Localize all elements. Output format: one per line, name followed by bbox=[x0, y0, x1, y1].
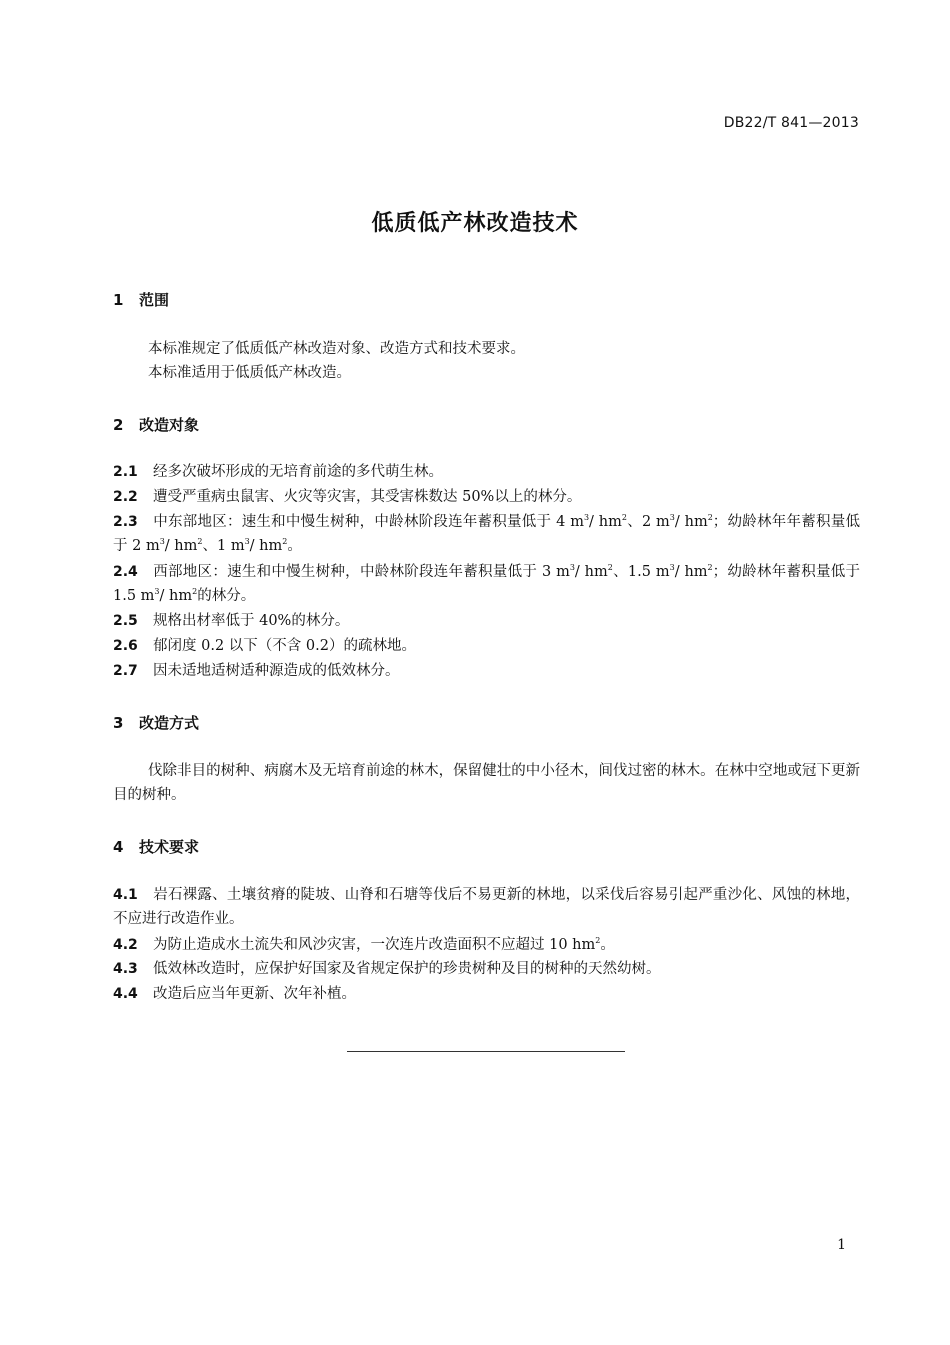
clause-number: 2.7 bbox=[113, 663, 138, 679]
clause-number: 4.3 bbox=[113, 961, 138, 977]
section-number: 4 bbox=[113, 838, 124, 856]
clause-text: / hm bbox=[164, 538, 198, 554]
unit-superscript: 3 bbox=[154, 587, 160, 596]
clause-text: ；幼龄林年年蓄积量低于 2 m bbox=[113, 514, 860, 554]
unit-superscript: 3 bbox=[669, 563, 675, 572]
section-title: 范围 bbox=[139, 291, 170, 309]
document-title: 低质低产林改造技术 bbox=[371, 211, 579, 236]
clause-text: 、1.5 m bbox=[612, 564, 670, 580]
clause-number: 4.4 bbox=[113, 986, 138, 1002]
clause-number: 4.2 bbox=[113, 937, 138, 953]
section-1-paragraph-1: 本标准规定了低质低产林改造对象、改造方式和技术要求。 bbox=[148, 341, 525, 357]
standard-code: DB22/T 841—2013 bbox=[723, 115, 859, 131]
clause-4-4 bbox=[113, 982, 860, 1006]
clause-text: 因未适地适树适种源造成的低效林分。 bbox=[153, 663, 400, 679]
section-title: 改造对象 bbox=[139, 416, 200, 434]
unit-superscript: 3 bbox=[159, 537, 165, 546]
clause-2-2 bbox=[113, 485, 860, 509]
clause-text: 。 bbox=[287, 538, 302, 554]
clause-text: 西部地区：速生和中慢生树种，中龄林阶段连年蓄积量低于 3 m bbox=[153, 564, 570, 580]
section-title: 技术要求 bbox=[139, 838, 200, 856]
clause-text: 低效林改造时，应保护好国家及省规定保护的珍贵树种及目的树种的天然幼树。 bbox=[153, 961, 661, 977]
clause-2-4 bbox=[113, 560, 860, 608]
unit-superscript: 2 bbox=[607, 563, 613, 572]
section-number: 3 bbox=[113, 714, 124, 732]
unit-superscript: 2 bbox=[621, 513, 627, 522]
section-4-heading bbox=[113, 836, 199, 857]
clause-text: 遭受严重病虫鼠害、火灾等灾害，其受害株数达 50%以上的林分。 bbox=[153, 489, 582, 505]
clause-2-6 bbox=[113, 634, 860, 658]
clause-text: 郁闭度 0.2 以下（不含 0.2）的疏林地。 bbox=[153, 638, 416, 654]
clause-number: 2.5 bbox=[113, 613, 138, 629]
clause-text: / hm bbox=[674, 514, 708, 530]
section-3-heading bbox=[113, 712, 199, 733]
clause-text: 岩石裸露、土壤贫瘠的陡坡、山脊和石塘等伐后不易更新的林地，以采伐后容易引起严重沙化、风蚀的林地，不应进行改造作业。 bbox=[113, 887, 860, 927]
clause-number: 2.4 bbox=[113, 564, 138, 580]
clause-text: / hm bbox=[674, 564, 708, 580]
clause-text: / hm bbox=[574, 564, 608, 580]
clause-number: 2.3 bbox=[113, 514, 138, 530]
section-1-paragraph-2: 本标准适用于低质低产林改造。 bbox=[148, 365, 351, 381]
clause-text: / hm bbox=[249, 538, 283, 554]
end-of-document-rule bbox=[347, 1051, 625, 1052]
clause-text: / hm bbox=[159, 588, 193, 604]
unit-superscript: 2 bbox=[595, 936, 601, 945]
section-3-paragraph: 伐除非目的树种、病腐木及无培育前途的林木，保留健壮的中小径木，间伐过密的林木。在林中空地或冠下更新目的树种。 bbox=[113, 763, 860, 803]
clause-4-3 bbox=[113, 957, 860, 981]
unit-superscript: 2 bbox=[192, 587, 198, 596]
unit-superscript: 3 bbox=[569, 563, 575, 572]
clause-number: 2.2 bbox=[113, 489, 138, 505]
clause-text: 改造后应当年更新、次年补植。 bbox=[153, 986, 356, 1002]
section-number: 1 bbox=[113, 291, 124, 309]
clause-2-1 bbox=[113, 460, 860, 484]
clause-number: 2.6 bbox=[113, 638, 138, 654]
clause-number: 4.1 bbox=[113, 887, 138, 903]
clause-2-7 bbox=[113, 659, 860, 683]
section-1-heading bbox=[113, 289, 169, 310]
clause-4-2 bbox=[113, 933, 860, 957]
clause-text: 为防止造成水土流失和风沙灾害，一次连片改造面积不应超过 10 hm bbox=[153, 937, 596, 953]
unit-superscript: 2 bbox=[282, 537, 288, 546]
clause-text: 。 bbox=[600, 937, 615, 953]
unit-superscript: 2 bbox=[707, 563, 713, 572]
clause-2-5 bbox=[113, 609, 860, 633]
section-title: 改造方式 bbox=[139, 714, 200, 732]
clause-text: ；幼龄林年蓄积量低于 1.5 m bbox=[113, 564, 861, 604]
unit-superscript: 3 bbox=[583, 513, 590, 522]
clause-text: 、2 m bbox=[626, 514, 670, 530]
clause-number: 2.1 bbox=[113, 464, 138, 480]
unit-superscript: 3 bbox=[669, 513, 675, 522]
clause-text: 中东部地区：速生和中慢生树种，中龄林阶段连年蓄积量低于 4 m bbox=[153, 514, 584, 530]
unit-superscript: 2 bbox=[707, 513, 713, 522]
clause-text: 的林分。 bbox=[197, 588, 256, 604]
clause-4-1 bbox=[113, 883, 860, 931]
section-2-heading bbox=[113, 414, 199, 435]
unit-superscript: 3 bbox=[244, 537, 250, 546]
page-number: 1 bbox=[837, 1237, 846, 1253]
clause-text: 、1 m bbox=[202, 538, 245, 554]
clause-text: / hm bbox=[589, 514, 622, 530]
clause-text: 规格出材率低于 40%的林分。 bbox=[153, 613, 350, 629]
clause-text: 经多次破坏形成的无培育前途的多代萌生林。 bbox=[153, 464, 443, 480]
clause-2-3 bbox=[113, 510, 860, 558]
section-number: 2 bbox=[113, 416, 124, 434]
unit-superscript: 2 bbox=[197, 537, 203, 546]
